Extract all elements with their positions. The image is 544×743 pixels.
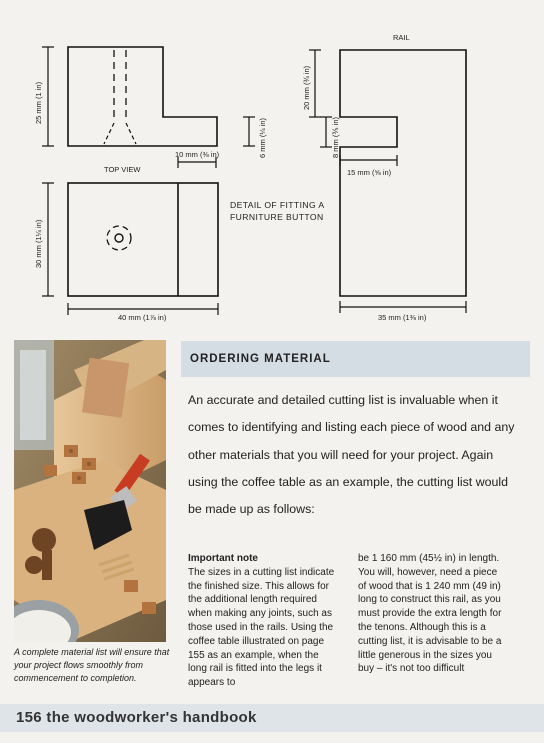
note-column-1 <box>188 552 336 690</box>
detail-label-line2: FURNITURE BUTTON <box>230 212 324 222</box>
furniture-button-side-view <box>68 47 217 146</box>
dim-rail-slot-depth: 15 mm (⅝ in) <box>347 168 392 177</box>
page-number: 156 <box>16 709 42 726</box>
section-banner <box>181 341 530 377</box>
technical-diagram <box>0 0 544 330</box>
dim-button-height: 6 mm (¼ in) <box>258 117 267 158</box>
furniture-button-top-view <box>68 183 218 296</box>
intro-paragraph: An accurate and detailed cutting list is invaluable when it comes to identifying and listing each piece of wood and any other materials that you will need for your project. Again using the coffee table as an example, the cutting list would be made up as follows: <box>188 393 515 517</box>
dim-button-width: 10 mm (⅜ in) <box>175 150 220 159</box>
dim-side: 30 mm (1¼ in) <box>34 219 43 268</box>
note-text-1: The sizes in a cutting list indicate the finished size. This allows for the additional length required when making any joints, such as those used in the rails. Using the coffee table illustrated on page 155 as an example, when the long rail is fitted into the legs it appears to <box>188 566 335 689</box>
book-title: the woodworker's handbook <box>46 709 257 726</box>
photo-caption: A complete material list will ensure that your project flows smoothly from commencement to completion. <box>14 647 170 683</box>
footer-text <box>16 709 257 726</box>
top-view-label: TOP VIEW <box>104 165 141 174</box>
detail-label-line1: DETAIL OF FITTING A <box>230 200 325 210</box>
dim-bottom: 40 mm (1⅞ in) <box>118 313 167 322</box>
dim-rail-slot: 8 mm (⅗ in) <box>331 116 340 158</box>
page-footer <box>0 704 544 732</box>
dim-rail-bottom: 35 mm (1⅜ in) <box>378 313 427 322</box>
note-column-2: be 1 160 mm (45½ in) in length. You will, however, need a piece of wood that is 1 240 mm (49 in) long to construct this rail, as you must provide the extra length for the tenons. Although this is a cutting list, it is advisable to be a little generous in the sizes you buy – it's not too difficult <box>358 553 502 675</box>
dim-rail-top: 20 mm (¾ in) <box>302 65 311 110</box>
dim-top: 25 mm (1 in) <box>34 81 43 124</box>
workshop-photo <box>14 340 166 642</box>
note-heading: Important note <box>188 553 258 564</box>
rail-label: RAIL <box>393 33 410 42</box>
section-title: ORDERING MATERIAL <box>190 353 331 365</box>
